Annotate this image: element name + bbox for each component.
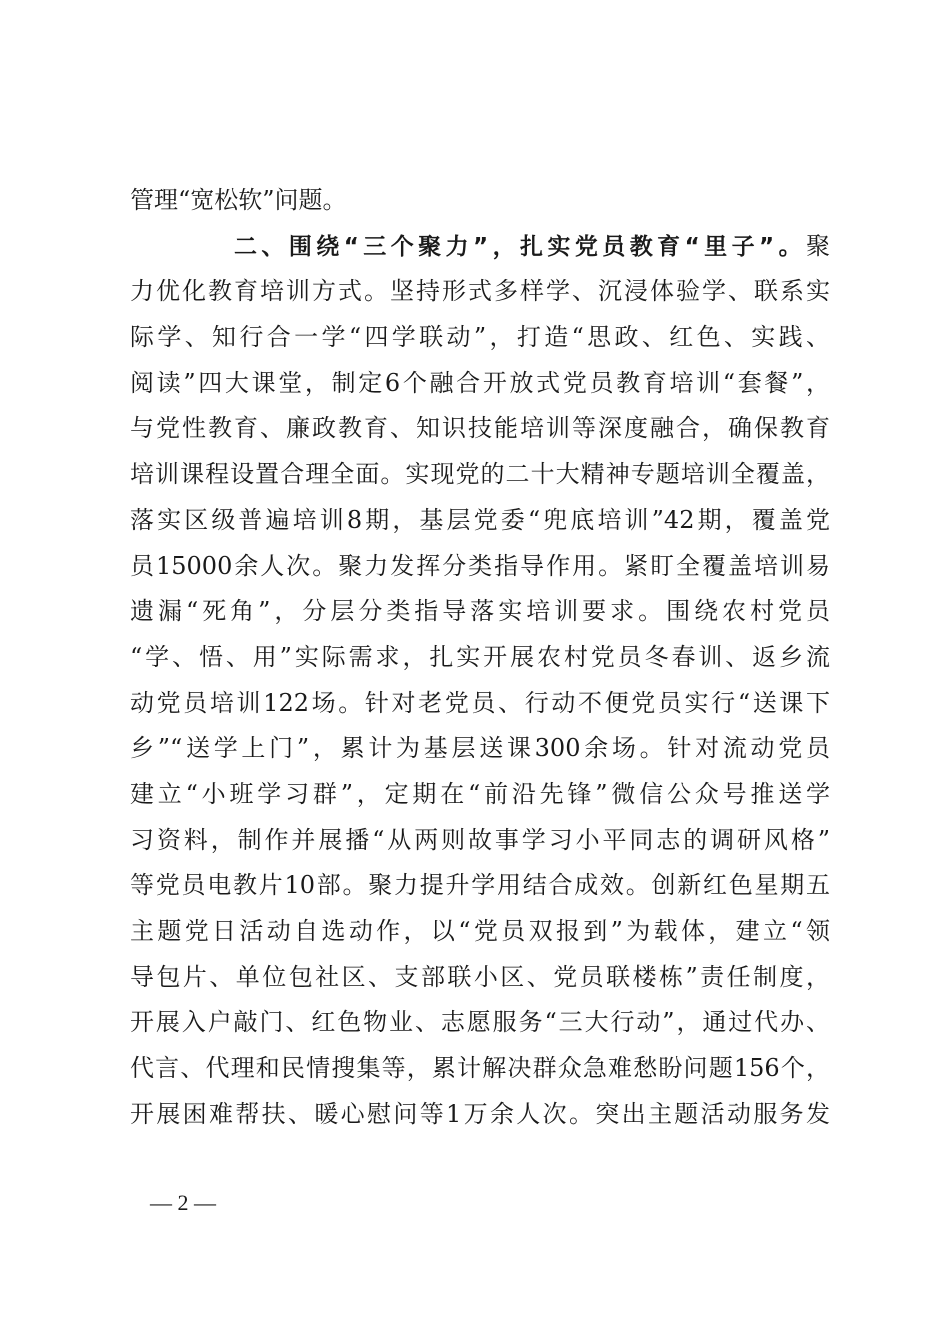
text-line: 管理“宽松软”问题。 xyxy=(130,186,347,214)
section-heading: 二、围绕“三个聚力”，扎实党员教育“里子”。 xyxy=(234,233,806,260)
text-line: 力优化教育培训方式。坚持形式多样学、沉浸体验学、联系实 xyxy=(130,277,830,306)
text-line: “学、悟、用”实际需求，扎实开展农村党员冬春训、返乡流 xyxy=(130,642,830,671)
text-line: 等党员电教片10部。聚力提升学用结合成效。创新红色星期五 xyxy=(130,871,830,900)
heading-continuation: 聚 xyxy=(806,231,830,260)
text-line: 开展入户敲门、红色物业、志愿服务“三大行动”，通过代办、 xyxy=(130,1008,830,1037)
section-heading-line xyxy=(130,224,830,270)
text-line: 遗漏“死角”，分层分类指导落实培训要求。围绕农村党员 xyxy=(130,597,830,626)
text-line: 代言、代理和民情搜集等，累计解决群众急难愁盼问题156个， xyxy=(130,1054,830,1083)
text-line: 阅读”四大课堂，制定6个融合开放式党员教育培训“套餐”， xyxy=(130,368,830,397)
text-line: 建立“小班学习群”，定期在“前沿先锋”微信公众号推送学 xyxy=(130,779,830,808)
text-line: 落实区级普遍培训8期，基层党委“兜底培训”42期，覆盖党 xyxy=(130,505,830,534)
text-line: 际学、知行合一学“四学联动”，打造“思政、红色、实践、 xyxy=(130,323,830,352)
text-line: 员15000余人次。聚力发挥分类指导作用。紧盯全覆盖培训易 xyxy=(130,551,830,580)
text-line: 动党员培训122场。针对老党员、行动不便党员实行“送课下 xyxy=(130,688,830,717)
text-line: 与党性教育、廉政教育、知识技能培训等深度融合，确保教育 xyxy=(130,414,830,443)
text-line: 培训课程设置合理全面。实现党的二十大精神专题培训全覆盖， xyxy=(130,460,830,489)
text-line: 导包片、单位包社区、支部联小区、党员联楼栋”责任制度， xyxy=(130,962,830,991)
text-line: 开展困难帮扶、暖心慰问等1万余人次。突出主题活动服务发 xyxy=(130,1099,830,1128)
body-text xyxy=(130,178,830,1137)
text-line: 乡”“送学上门”，累计为基层送课300余场。针对流动党员 xyxy=(130,734,830,763)
text-line: 主题党日活动自选动作，以“党员双报到”为载体，建立“领 xyxy=(130,917,830,945)
text-line: 习资料，制作并展播“从两则故事学习小平同志的调研风格” xyxy=(130,825,830,854)
page-number: — 2 — xyxy=(150,1190,216,1215)
